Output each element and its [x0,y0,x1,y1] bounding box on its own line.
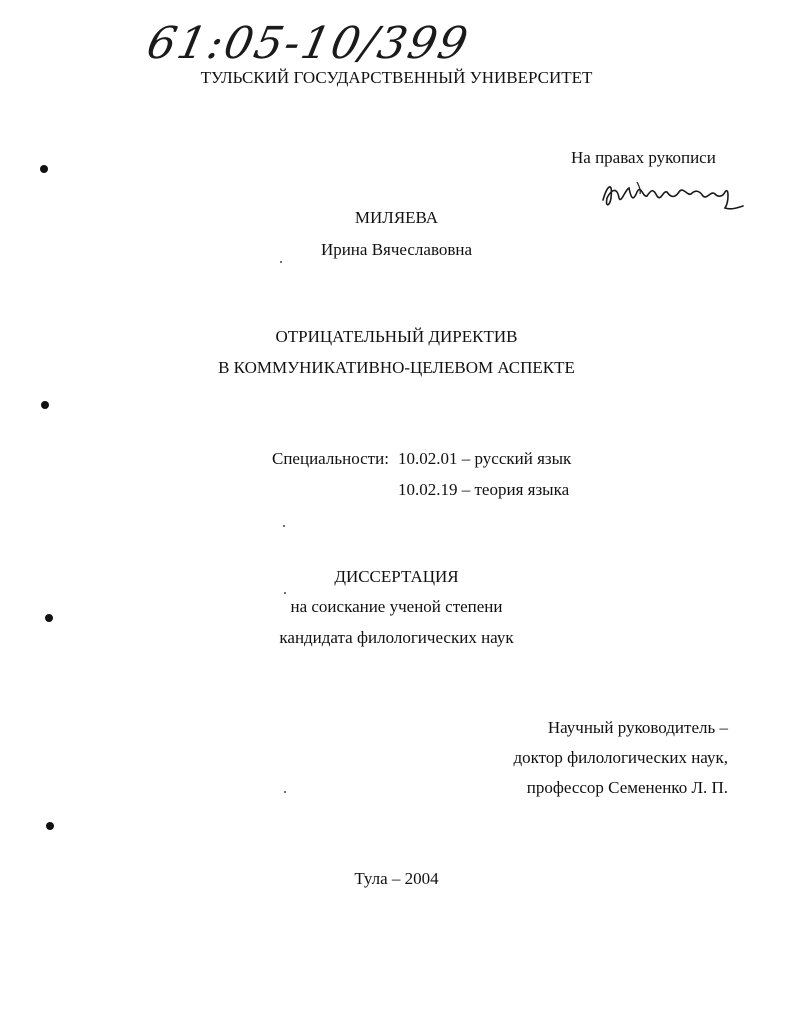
specialty-item: 10.02.01 – русский язык [398,449,572,468]
thesis-title-line2: В КОММУНИКАТИВНО-ЦЕЛЕВОМ АСПЕКТЕ [218,358,575,377]
degree-line1: на соискание ученой степени [290,597,503,616]
scan-speck [280,261,282,263]
specialties-label: Специальности: [272,449,389,468]
binder-hole-mark [45,614,53,622]
scan-speck [283,525,285,527]
thesis-title-line1: ОТРИЦАТЕЛЬНЫЙ ДИРЕКТИВ [275,327,518,346]
author-name: Ирина Вячеславовна [320,240,473,259]
degree-line2: кандидата филологических наук [279,628,514,647]
scan-speck [284,592,286,594]
rights-note: На правах рукописи [571,148,716,167]
binder-hole-mark [40,165,48,173]
binder-hole-mark [46,822,54,830]
author-surname: МИЛЯЕВА [354,208,439,227]
work-type: ДИССЕРТАЦИЯ [334,567,459,586]
specialty-item: 10.02.19 – теория языка [398,480,570,499]
binder-hole-mark [41,401,49,409]
advisor-line3: профессор Семененко Л. П. [526,778,728,797]
advisor-line2: доктор филологических наук, [513,748,728,767]
advisor-line1: Научный руководитель – [547,718,728,737]
city-year: Тула – 2004 [354,869,439,888]
scan-speck [284,791,286,793]
archive-number-handwritten: 61:05-10/399 [142,18,474,69]
university-name: ТУЛЬСКИЙ ГОСУДАРСТВЕННЫЙ УНИВЕРСИТЕТ [200,68,593,87]
